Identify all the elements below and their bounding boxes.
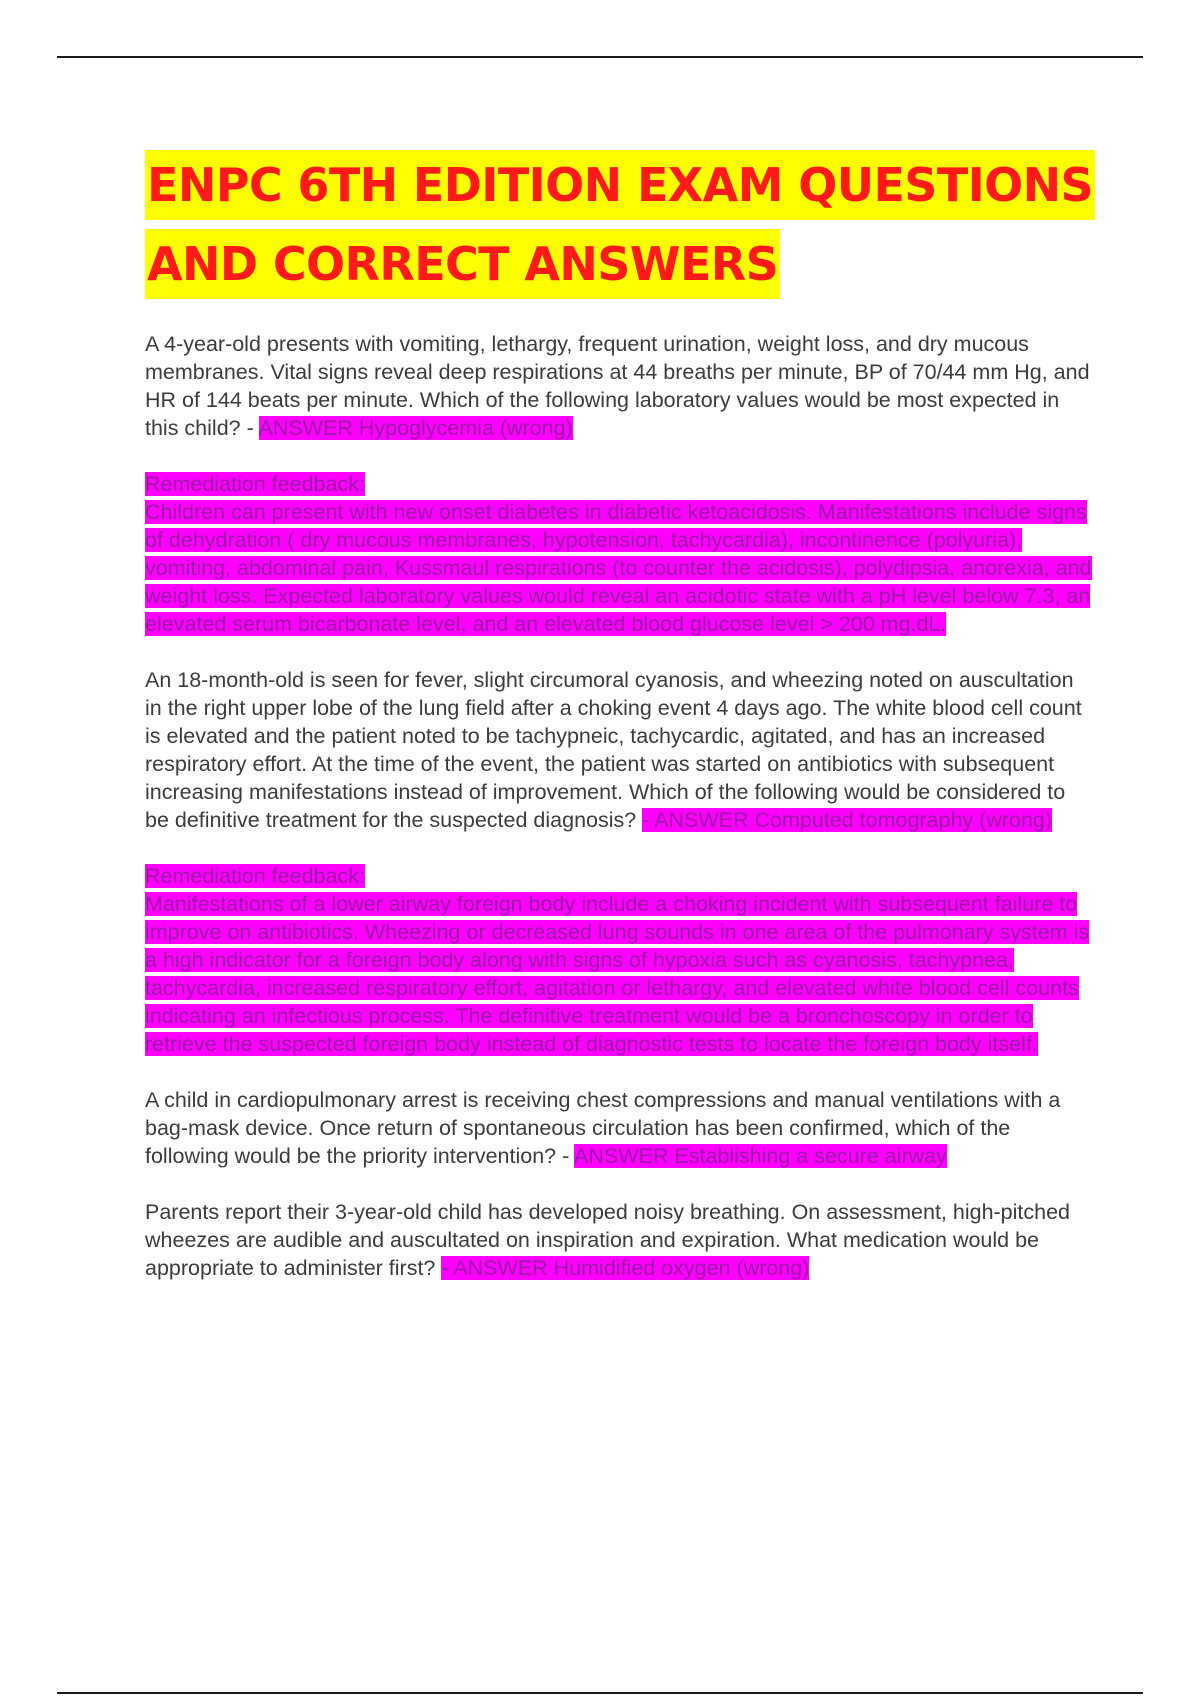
question-1 [145,330,1095,442]
answer-1: ANSWER Hypoglycemia (wrong) [258,416,573,440]
feedback-1-heading: Remediation feedback: [145,472,365,496]
feedback-1-text: Children can present with new onset diabetes in diabetic ketoacidosis. Manifestations include signs of dehydration ( dry mucous membranes, hypotension, tachycardia), incontinence (polyuria), vomiting, abdominal pain, Kussmaul respirations (to counter the acidosis), polydipsia, anorexia, and weight loss. Expected laboratory values would reveal an acidotic state with a pH level below 7.3, an elevated serum bicarbonate level, and an elevated blood glucose level > 200 mg.dL. [145,500,1092,636]
question-2 [145,666,1095,834]
bottom-rule [57,1692,1143,1694]
question-1-text: A 4-year-old presents with vomiting, lethargy, frequent urination, weight loss, and dry mucous membranes. Vital signs reveal deep respirations at 44 breaths per minute, BP of 70/44 mm Hg, and HR of 144 beats per minute. Which of the following laboratory values would be most expected in this child? - [145,332,1090,440]
question-4 [145,1198,1095,1282]
document-title [145,146,1095,304]
feedback-2-text: Manifestations of a lower airway foreign body include a choking incident with subsequent failure to improve on antibiotics. Wheezing or decreased lung sounds in one area of the pulmonary system is a high indicator for a foreign body along with signs of hypoxia such as cyanosis, tachypnea, tachycardia, increased respiratory effort, agitation or lethargy, and elevated white blood cell counts indicating an infectious process. The definitive treatment would be a bronchoscopy in order to retrieve the suspected foreign body instead of diagnostic tests to locate the foreign body itself. [145,892,1090,1056]
question-2-text: An 18-month-old is seen for fever, slight circumoral cyanosis, and wheezing noted on auscultation in the right upper lobe of the lung field after a choking event 4 days ago. The white blood cell count is elevated and the patient noted to be tachypneic, tachycardic, agitated, and has an increased respiratory effort. At the time of the event, the patient was started on antibiotics with subsequent increasing manifestations instead of improvement. Which of the following would be considered to be definitive treatment for the suspected diagnosis? [145,668,1082,832]
title-line-1: ENPC 6TH EDITION EXAM QUESTIONS [147,158,1094,212]
feedback-2-heading: Remediation feedback: [145,864,365,888]
answer-3: ANSWER Establishing a secure airway [574,1144,947,1168]
question-3-text: A child in cardiopulmonary arrest is receiving chest compressions and manual ventilations with a bag-mask device. Once return of spontaneous circulation has been confirmed, which of the following would be the priority intervention? - [145,1088,1061,1168]
answer-2: - ANSWER Computed tomography (wrong) [642,808,1053,832]
title-line-2: AND CORRECT ANSWERS [147,237,779,291]
question-3 [145,1086,1095,1170]
answer-4: - ANSWER Humidified oxygen (wrong) [441,1256,810,1280]
document-body [145,146,1095,1310]
title-highlight [145,150,1095,299]
feedback-1 [145,470,1095,638]
question-4-text: Parents report their 3-year-old child has developed noisy breathing. On assessment, high-pitched wheezes are audible and auscultated on inspiration and expiration. What medication would be appropriate to administer first? [145,1200,1071,1280]
feedback-2 [145,862,1095,1058]
top-rule [57,56,1143,58]
